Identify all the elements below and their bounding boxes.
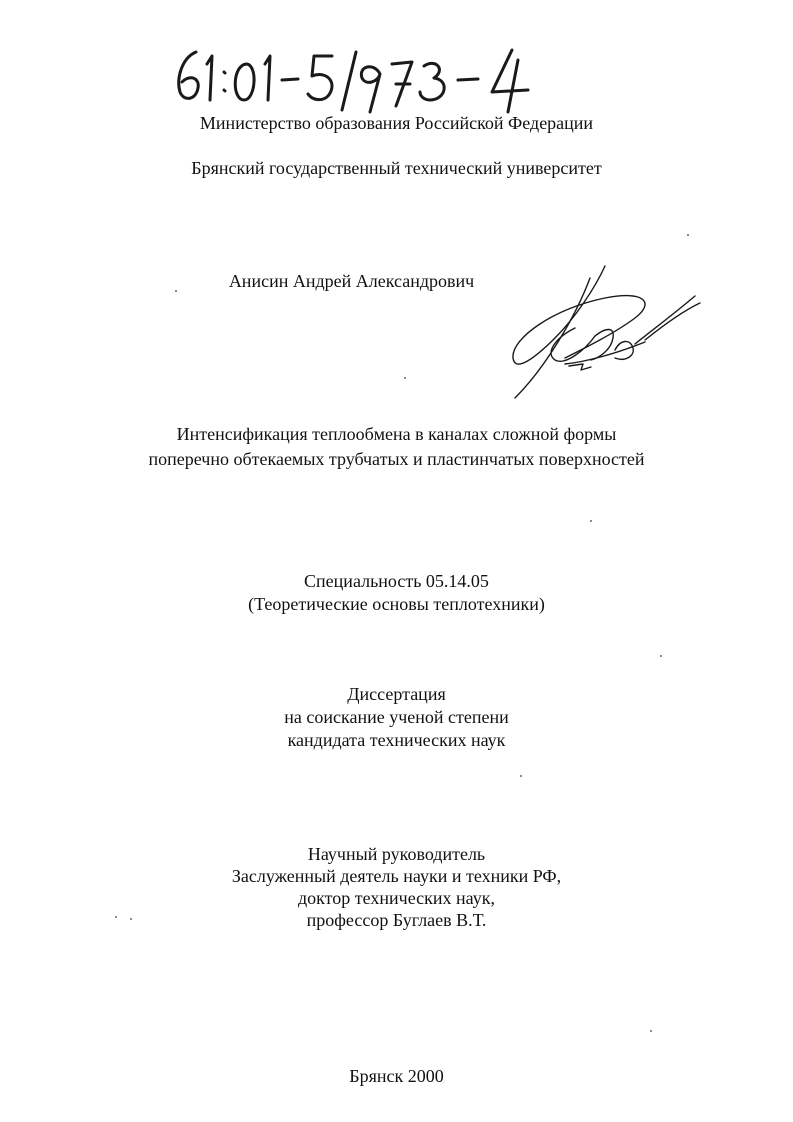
specialty-name: (Теоретические основы теплотехники) <box>248 594 545 614</box>
scan-speck <box>115 916 117 918</box>
dissertation-field-line: кандидата технических наук <box>287 730 506 750</box>
university-name: Брянский государственный технический университет <box>191 158 602 178</box>
author-name: Анисин Андрей Александрович <box>228 271 475 291</box>
scan-speck <box>660 655 662 657</box>
specialty-code: Специальность 05.14.05 <box>304 571 489 591</box>
supervisor-name: профессор Буглаев В.Т. <box>306 910 487 930</box>
scan-speck <box>687 234 689 236</box>
ministry-name: Министерство образования Российской Федерации <box>199 113 594 133</box>
scan-speck <box>520 775 522 777</box>
city-year: Брянск 2000 <box>349 1066 444 1086</box>
dissertation-degree-line: на соискание ученой степени <box>284 707 509 727</box>
scan-speck <box>404 377 406 379</box>
handwritten-archive-number <box>0 0 793 130</box>
supervisor-heading: Научный руководитель <box>307 844 486 864</box>
supervisor-degree: доктор технических наук, <box>298 888 495 908</box>
scan-speck <box>650 1030 652 1032</box>
scan-speck <box>175 290 177 292</box>
scan-speck <box>590 520 592 522</box>
thesis-title-line-1: Интенсификация теплообмена в каналах сложной формы <box>176 424 617 444</box>
supervisor-honor: Заслуженный деятель науки и техники РФ, <box>231 866 562 886</box>
scan-speck <box>130 918 132 920</box>
dissertation-heading: Диссертация <box>347 684 446 704</box>
author-signature <box>495 258 705 408</box>
thesis-title-line-2: поперечно обтекаемых трубчатых и пластинчатых поверхностей <box>148 449 645 469</box>
